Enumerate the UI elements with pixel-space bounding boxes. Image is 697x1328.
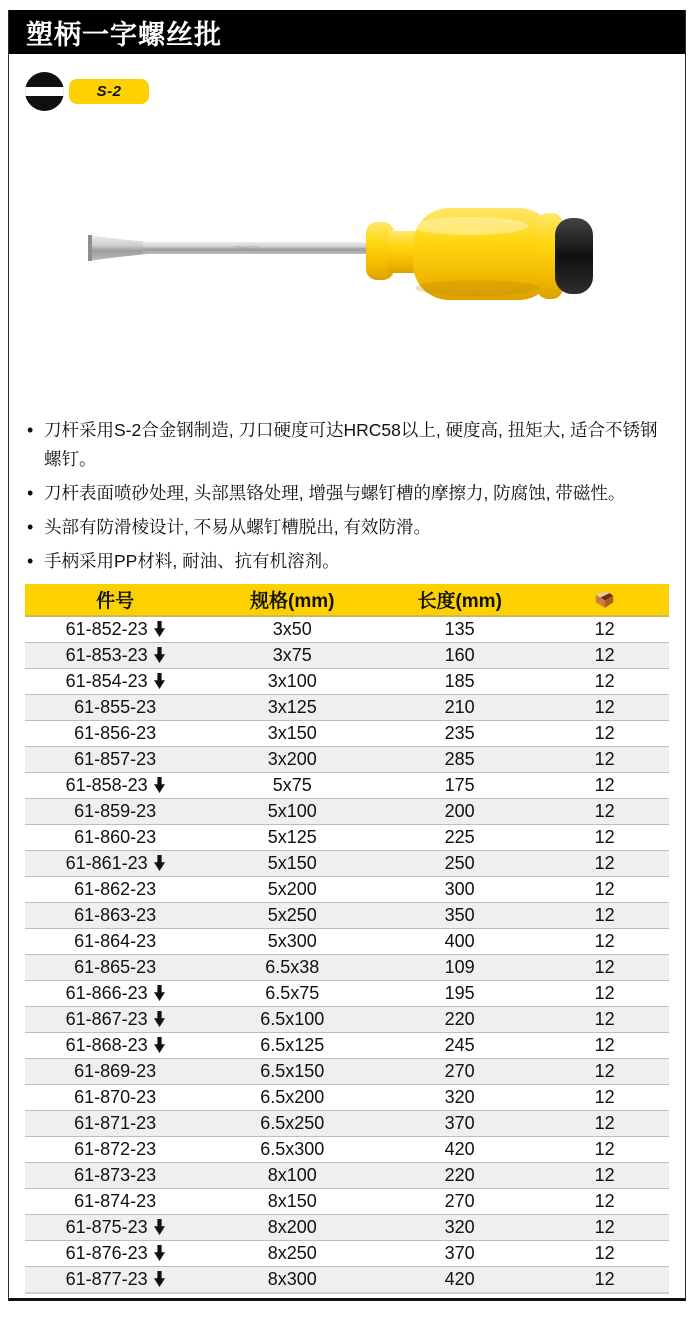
table-row (25, 1085, 669, 1111)
length-cell: 175 (379, 773, 540, 799)
spec-cell: 6.5x100 (205, 1007, 379, 1033)
spec-cell: 6.5x38 (205, 955, 379, 981)
part-number-cell (25, 877, 205, 903)
part-number: 61-863-23 (74, 905, 157, 925)
length-cell: 225 (379, 825, 540, 851)
spec-cell: 5x200 (205, 877, 379, 903)
new-item-arrow-icon (154, 855, 165, 871)
length-cell: 220 (379, 1007, 540, 1033)
part-number: 61-862-23 (74, 879, 157, 899)
part-number: 61-876-23 (65, 1243, 148, 1263)
length-cell: 370 (379, 1241, 540, 1267)
spec-cell: 8x100 (205, 1163, 379, 1189)
part-number-cell (25, 1007, 205, 1033)
part-number-cell (25, 955, 205, 981)
part-number: 61-852-23 (65, 619, 148, 639)
pack-quantity-cell: 12 (540, 1241, 669, 1267)
pack-quantity-cell: 12 (540, 1007, 669, 1033)
feature-item: • 刀杆表面喷砂处理, 头部黑铬处理, 增强与螺钉槽的摩擦力, 防腐蚀, 带磁性。 (27, 479, 672, 508)
table-row (25, 616, 669, 643)
pack-quantity-cell: 12 (540, 669, 669, 695)
spec-cell: 8x300 (205, 1267, 379, 1294)
part-number: 61-877-23 (65, 1269, 148, 1289)
screwdriver-blade (88, 235, 373, 261)
table-row (25, 695, 669, 721)
screwdriver-product-image (85, 196, 595, 316)
part-number: 61-865-23 (74, 957, 157, 977)
part-number-cell (25, 1033, 205, 1059)
length-cell: 270 (379, 1189, 540, 1215)
spec-header: 规格(mm) (205, 584, 379, 616)
part-number: 61-855-23 (74, 697, 157, 717)
pack-quantity-cell: 12 (540, 1085, 669, 1111)
spec-cell: 5x300 (205, 929, 379, 955)
table-row (25, 643, 669, 669)
table-row (25, 851, 669, 877)
spec-cell: 5x250 (205, 903, 379, 929)
new-item-arrow-icon (154, 673, 165, 689)
part-number-cell (25, 1111, 205, 1137)
part-number: 61-854-23 (65, 671, 148, 691)
pack-quantity-cell: 12 (540, 1215, 669, 1241)
pack-quantity-cell: 12 (540, 721, 669, 747)
page-title: 塑柄一字螺丝批 (26, 19, 222, 50)
table-row (25, 1163, 669, 1189)
pack-quantity-cell: 12 (540, 1189, 669, 1215)
page-title-bar (9, 10, 685, 54)
part-number: 61-858-23 (65, 775, 148, 795)
length-cell: 200 (379, 799, 540, 825)
part-number: 61-873-23 (74, 1165, 157, 1185)
part-number: 61-868-23 (65, 1035, 148, 1055)
part-number-cell (25, 799, 205, 825)
pack-quantity-header (540, 584, 669, 616)
pack-quantity-cell: 12 (540, 695, 669, 721)
new-item-arrow-icon (154, 647, 165, 663)
pack-quantity-cell: 12 (540, 851, 669, 877)
part-number: 61-853-23 (65, 645, 148, 665)
table-row (25, 747, 669, 773)
screwdriver-handle (366, 208, 563, 300)
pack-quantity-cell: 12 (540, 955, 669, 981)
spec-cell: 6.5x125 (205, 1033, 379, 1059)
spec-cell: 3x150 (205, 721, 379, 747)
table-row (25, 1215, 669, 1241)
slot-line (25, 87, 64, 96)
part-number-cell (25, 1059, 205, 1085)
part-number: 61-872-23 (74, 1139, 157, 1159)
part-number: 61-861-23 (65, 853, 148, 873)
new-item-arrow-icon (154, 1245, 165, 1261)
catalog-page-frame (8, 10, 686, 1301)
part-number-cell (25, 1163, 205, 1189)
feature-item: • 手柄采用PP材料, 耐油、抗有机溶剂。 (27, 547, 672, 576)
part-number: 61-870-23 (74, 1087, 157, 1107)
brand-text-on-shaft: STANLEY (233, 247, 260, 253)
part-number-cell (25, 1085, 205, 1111)
feature-item: • 头部有防滑棱设计, 不易从螺钉槽脱出, 有效防滑。 (27, 513, 672, 542)
table-row (25, 981, 669, 1007)
length-cell: 320 (379, 1085, 540, 1111)
part-number-cell (25, 616, 205, 643)
new-item-arrow-icon (154, 777, 165, 793)
pack-quantity-cell: 12 (540, 747, 669, 773)
part-number-cell (25, 747, 205, 773)
spec-cell: 3x50 (205, 616, 379, 643)
spec-cell: 6.5x250 (205, 1111, 379, 1137)
table-row (25, 1059, 669, 1085)
new-item-arrow-icon (154, 1011, 165, 1027)
new-item-arrow-icon (154, 1219, 165, 1235)
pack-quantity-cell: 12 (540, 1137, 669, 1163)
table-row (25, 1111, 669, 1137)
table-row (25, 825, 669, 851)
pack-quantity-cell: 12 (540, 981, 669, 1007)
table-row (25, 669, 669, 695)
table-row (25, 877, 669, 903)
handle-end-cap (555, 218, 593, 294)
pack-quantity-cell: 12 (540, 929, 669, 955)
table-row (25, 903, 669, 929)
length-cell: 235 (379, 721, 540, 747)
spec-cell: 3x200 (205, 747, 379, 773)
part-number-cell (25, 1189, 205, 1215)
length-cell: 135 (379, 616, 540, 643)
part-number: 61-864-23 (74, 931, 157, 951)
part-number: 61-874-23 (74, 1191, 157, 1211)
table-row (25, 799, 669, 825)
part-number-cell (25, 1215, 205, 1241)
length-cell: 320 (379, 1215, 540, 1241)
spec-cell: 3x125 (205, 695, 379, 721)
table-row (25, 1241, 669, 1267)
length-cell: 300 (379, 877, 540, 903)
pack-quantity-cell: 12 (540, 773, 669, 799)
new-item-arrow-icon (154, 985, 165, 1001)
spec-cell: 6.5x75 (205, 981, 379, 1007)
feature-list (27, 416, 672, 581)
pack-quantity-cell: 12 (540, 1059, 669, 1085)
part-number: 61-856-23 (74, 723, 157, 743)
table-row (25, 1007, 669, 1033)
length-header: 长度(mm) (379, 584, 540, 616)
part-number-cell (25, 1241, 205, 1267)
length-cell: 270 (379, 1059, 540, 1085)
part-number: 61-867-23 (65, 1009, 148, 1029)
part-number-cell (25, 695, 205, 721)
spec-cell: 5x75 (205, 773, 379, 799)
length-cell: 370 (379, 1111, 540, 1137)
new-item-arrow-icon (154, 621, 165, 637)
table-row (25, 955, 669, 981)
part-number-cell (25, 1137, 205, 1163)
spec-table-header-row (25, 584, 669, 616)
carton-pack-icon (594, 590, 616, 609)
pack-quantity-cell: 12 (540, 799, 669, 825)
length-cell: 185 (379, 669, 540, 695)
pack-quantity-cell: 12 (540, 825, 669, 851)
pack-quantity-cell: 12 (540, 903, 669, 929)
pack-quantity-cell: 12 (540, 1163, 669, 1189)
part-number-cell (25, 903, 205, 929)
length-cell: 400 (379, 929, 540, 955)
part-number: 61-875-23 (65, 1217, 148, 1237)
table-row (25, 721, 669, 747)
part-number-cell (25, 929, 205, 955)
part-number: 61-869-23 (74, 1061, 157, 1081)
length-cell: 210 (379, 695, 540, 721)
part-number-cell (25, 1267, 205, 1294)
part-number-cell (25, 825, 205, 851)
steel-grade-label: S-2 (96, 82, 122, 100)
spec-table-body (25, 616, 669, 1293)
new-item-arrow-icon (154, 1037, 165, 1053)
part-number: 61-866-23 (65, 983, 148, 1003)
part-number: 61-859-23 (74, 801, 157, 821)
part-number: 61-860-23 (74, 827, 157, 847)
pack-quantity-cell: 12 (540, 1033, 669, 1059)
table-row (25, 773, 669, 799)
pack-quantity-cell: 12 (540, 643, 669, 669)
length-cell: 420 (379, 1137, 540, 1163)
new-item-arrow-icon (154, 1271, 165, 1287)
part-number-cell (25, 981, 205, 1007)
length-cell: 250 (379, 851, 540, 877)
length-cell: 420 (379, 1267, 540, 1294)
spec-cell: 5x100 (205, 799, 379, 825)
length-cell: 245 (379, 1033, 540, 1059)
slotted-tip-icon (25, 72, 64, 111)
feature-item: • 刀杆采用S-2合金钢制造, 刀口硬度可达HRC58以上, 硬度高, 扭矩大, 适合不锈钢螺钉。 (27, 416, 672, 474)
pack-quantity-cell: 12 (540, 1111, 669, 1137)
spec-cell: 8x200 (205, 1215, 379, 1241)
pack-quantity-cell: 12 (540, 1267, 669, 1294)
spec-cell: 8x150 (205, 1189, 379, 1215)
part-number-cell (25, 851, 205, 877)
length-cell: 285 (379, 747, 540, 773)
part-number: 61-871-23 (74, 1113, 157, 1133)
spec-cell: 6.5x200 (205, 1085, 379, 1111)
length-cell: 220 (379, 1163, 540, 1189)
part-number-cell (25, 773, 205, 799)
length-cell: 109 (379, 955, 540, 981)
tip-type-row (25, 71, 149, 111)
spec-cell: 6.5x150 (205, 1059, 379, 1085)
part-number-cell (25, 721, 205, 747)
part-number-cell (25, 643, 205, 669)
spec-cell: 8x250 (205, 1241, 379, 1267)
table-row (25, 1033, 669, 1059)
part-number-header: 件号 (25, 584, 205, 616)
spec-cell: 5x150 (205, 851, 379, 877)
part-number: 61-857-23 (74, 749, 157, 769)
steel-grade-badge (69, 79, 149, 104)
pack-quantity-cell: 12 (540, 877, 669, 903)
pack-quantity-cell: 12 (540, 616, 669, 643)
length-cell: 160 (379, 643, 540, 669)
spec-table (25, 584, 669, 1294)
table-row (25, 929, 669, 955)
table-row (25, 1137, 669, 1163)
table-row (25, 1267, 669, 1294)
table-row (25, 1189, 669, 1215)
part-number-cell (25, 669, 205, 695)
spec-cell: 6.5x300 (205, 1137, 379, 1163)
length-cell: 195 (379, 981, 540, 1007)
spec-cell: 5x125 (205, 825, 379, 851)
length-cell: 350 (379, 903, 540, 929)
spec-cell: 3x75 (205, 643, 379, 669)
spec-cell: 3x100 (205, 669, 379, 695)
